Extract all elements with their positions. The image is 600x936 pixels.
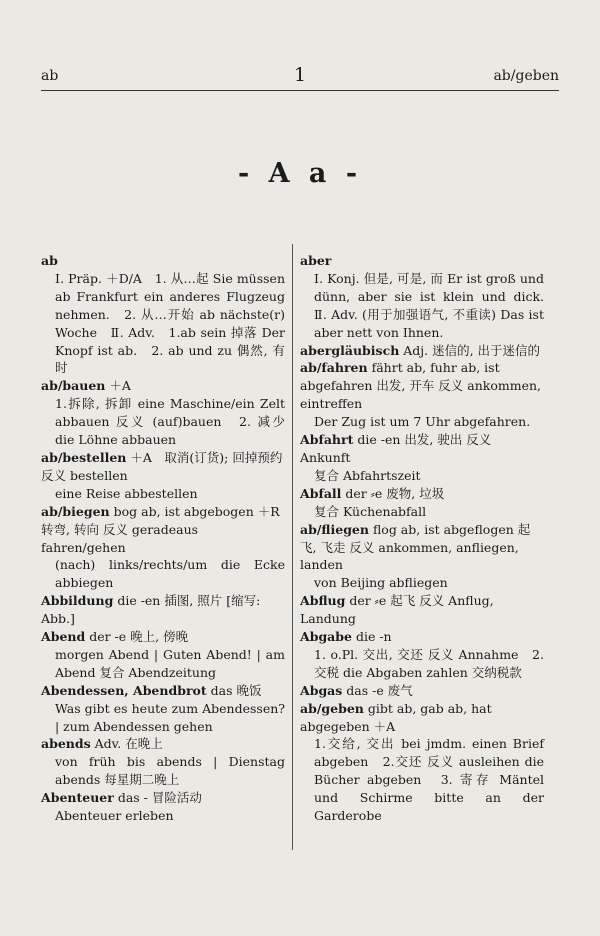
entry-headword: ab/biegen	[41, 503, 110, 519]
dictionary-entry	[41, 449, 285, 503]
entry-grammar: ＋A	[105, 378, 131, 394]
entry-head-line	[41, 252, 285, 270]
entry-grammar: die -n	[351, 629, 392, 645]
entry-head-line	[300, 342, 544, 360]
header-first-headword: ab	[41, 68, 59, 84]
entry-headword: ab/fahren	[300, 360, 368, 376]
dictionary-entry	[300, 342, 544, 360]
entry-definition: 复合 Abfahrtszeit	[314, 467, 421, 483]
entry-definition: eine Reise abbestellen	[55, 485, 198, 501]
entry-grammar: die -en 插图, 照片 [缩写: Abb.]	[41, 593, 261, 627]
entry-headword: ab	[41, 253, 58, 268]
entry-head-line	[300, 682, 544, 700]
dictionary-entry	[300, 252, 557, 342]
section-letter-heading: - A a -	[237, 158, 363, 189]
dictionary-entry	[300, 682, 544, 700]
entry-definition: morgen Abend | Guten Abend! | am Abend 复合 Abendzeitung	[55, 646, 285, 680]
entry-grammar: Adv. 在晚上	[90, 736, 163, 752]
entry-headword: Abflug	[300, 593, 346, 609]
entry-head-line	[300, 521, 544, 575]
entry-definition: Abenteuer erleben	[55, 808, 174, 824]
dictionary-entry	[300, 700, 544, 825]
entry-head-line	[41, 735, 285, 753]
entry-headword: ab/fliegen	[300, 521, 369, 537]
entry-grammar: das -e 废气	[342, 682, 413, 698]
entry-head-line	[300, 252, 544, 270]
header-rule	[41, 90, 559, 91]
page-header	[41, 64, 559, 88]
entry-grammar: der ⸗e 废物, 垃圾	[341, 485, 445, 501]
entry-head-line	[41, 682, 285, 700]
entry-definition: (nach) links/rechts/um die Ecke abbiegen	[55, 557, 285, 591]
entry-headword: Abgabe	[300, 629, 352, 645]
entry-head-line	[41, 628, 285, 646]
dictionary-entry	[300, 359, 544, 431]
entry-grammar: die -en 出发, 驶出 反义 Ankunft	[300, 432, 492, 465]
entry-grammar: das 晚饭	[206, 682, 262, 698]
header-last-headword: ab/geben	[493, 68, 559, 84]
entry-grammar: das - 冒险活动	[113, 790, 202, 806]
entry-definition: Der Zug ist um 7 Uhr abgefahren.	[314, 414, 531, 430]
dictionary-entry	[41, 503, 285, 593]
entry-headword: Abfall	[300, 485, 342, 501]
entry-headword: Abfahrt	[300, 432, 354, 448]
dictionary-entry	[300, 485, 544, 521]
entry-headword: Abendessen, Abendbrot	[41, 682, 207, 698]
dictionary-entry	[300, 431, 544, 485]
entry-headword: ab/geben	[300, 700, 364, 716]
entry-grammar: fährt ab, fuhr ab, ist abgefahren 出发, 开车 反义 ankommen, eintreffen	[300, 360, 542, 412]
entry-head-line	[300, 485, 544, 503]
entry-head-line	[41, 377, 285, 395]
dictionary-entry	[41, 252, 285, 377]
entry-headword: Abenteuer	[41, 790, 114, 806]
entry-headword: abends	[41, 736, 91, 752]
entry-head-line	[300, 431, 544, 467]
dictionary-entry	[300, 592, 544, 628]
entry-head-line	[41, 503, 285, 557]
page-number: 1	[293, 64, 307, 86]
entry-head-line	[41, 789, 285, 807]
dictionary-entry	[300, 521, 544, 593]
entry-definition: Was gibt es heute zum Abendessen? | zum Abendessen gehen	[55, 700, 285, 734]
entry-head-line	[300, 628, 544, 646]
entry-definition: Ⅰ. Konj. 但是, 可是, 而 Er ist groß und dünn, aber sie ist klein und dick. Ⅱ. Adv. (用于加强语气, 不重读) Das ist aber nett von Ihnen.	[314, 270, 557, 340]
entry-definition: 1.拆除, 拆卸 eine Maschine/ein Zelt abbauen 反义 (auf)bauen 2. 减少 die Löhne abbauen	[55, 396, 285, 448]
entry-grammar: der -e 晚上, 傍晚	[85, 629, 189, 645]
entry-head-line	[300, 700, 544, 736]
entry-head-line	[41, 592, 285, 628]
entry-definition: 1.交给, 交出 bei jmdm. einen Brief abgeben 2.交还 反义 ausleihen die Bücher abgeben 3. 寄存 Mäntel und Schirme bitte an der Garderobe	[314, 736, 544, 824]
dictionary-entry	[41, 682, 285, 736]
entry-head-line	[41, 449, 285, 485]
entry-headword: ab/bauen	[41, 378, 106, 394]
entry-grammar: ＋A 取消(订货); 回掉预约 反义 bestellen	[41, 449, 283, 483]
entry-grammar: bog ab, ist abgebogen ＋R 转弯, 转向 反义 geradeaus fahren/gehen	[41, 503, 280, 555]
entry-definition: Ⅰ. Präp. ＋D/A 1. 从…起 Sie müssen ab Frankfurt ein anderes Flugzeug nehmen. 2. 从…开始 ab nächste(r) Woche Ⅱ. Adv. 1.ab sein 掉落 Der Knopf ist ab. 2. ab und zu 偶然, 有时	[55, 270, 285, 376]
left-column	[41, 252, 285, 825]
entry-headword: aber	[300, 253, 332, 268]
dictionary-entry	[41, 628, 285, 682]
entry-headword: ab/bestellen	[41, 449, 127, 465]
dictionary-entry	[41, 592, 285, 628]
entry-headword: Abgas	[300, 682, 343, 698]
entry-grammar: flog ab, ist abgeflogen 起飞, 飞走 反义 ankommen, anfliegen, landen	[300, 521, 531, 573]
entry-definition: von Beijing abfliegen	[314, 575, 448, 591]
entry-head-line	[300, 359, 544, 413]
dictionary-entry	[41, 377, 285, 449]
entry-headword: Abend	[41, 629, 86, 645]
entry-grammar: gibt ab, gab ab, hat abgegeben ＋A	[300, 700, 492, 734]
entry-headword: abergläubisch	[300, 342, 400, 358]
entry-headword: Abbildung	[41, 593, 114, 609]
entry-grammar: Adj. 迷信的, 出于迷信的	[399, 342, 541, 358]
entry-definition: 复合 Küchenabfall	[314, 503, 427, 519]
entry-head-line	[300, 592, 544, 628]
entry-definition: von früh bis abends | Dienstag abends 每星期二晚上	[55, 754, 285, 788]
right-column	[300, 252, 557, 825]
dictionary-entry	[41, 789, 285, 825]
dictionary-entry	[300, 628, 544, 682]
column-divider	[292, 244, 293, 850]
dictionary-entry	[41, 735, 285, 789]
entry-grammar: der ⸗e 起飞 反义 Anflug, Landung	[300, 593, 494, 627]
entry-definition: 1. o.Pl. 交出, 交还 反义 Annahme 2. 交税 die Abgaben zahlen 交纳税款	[314, 646, 544, 680]
